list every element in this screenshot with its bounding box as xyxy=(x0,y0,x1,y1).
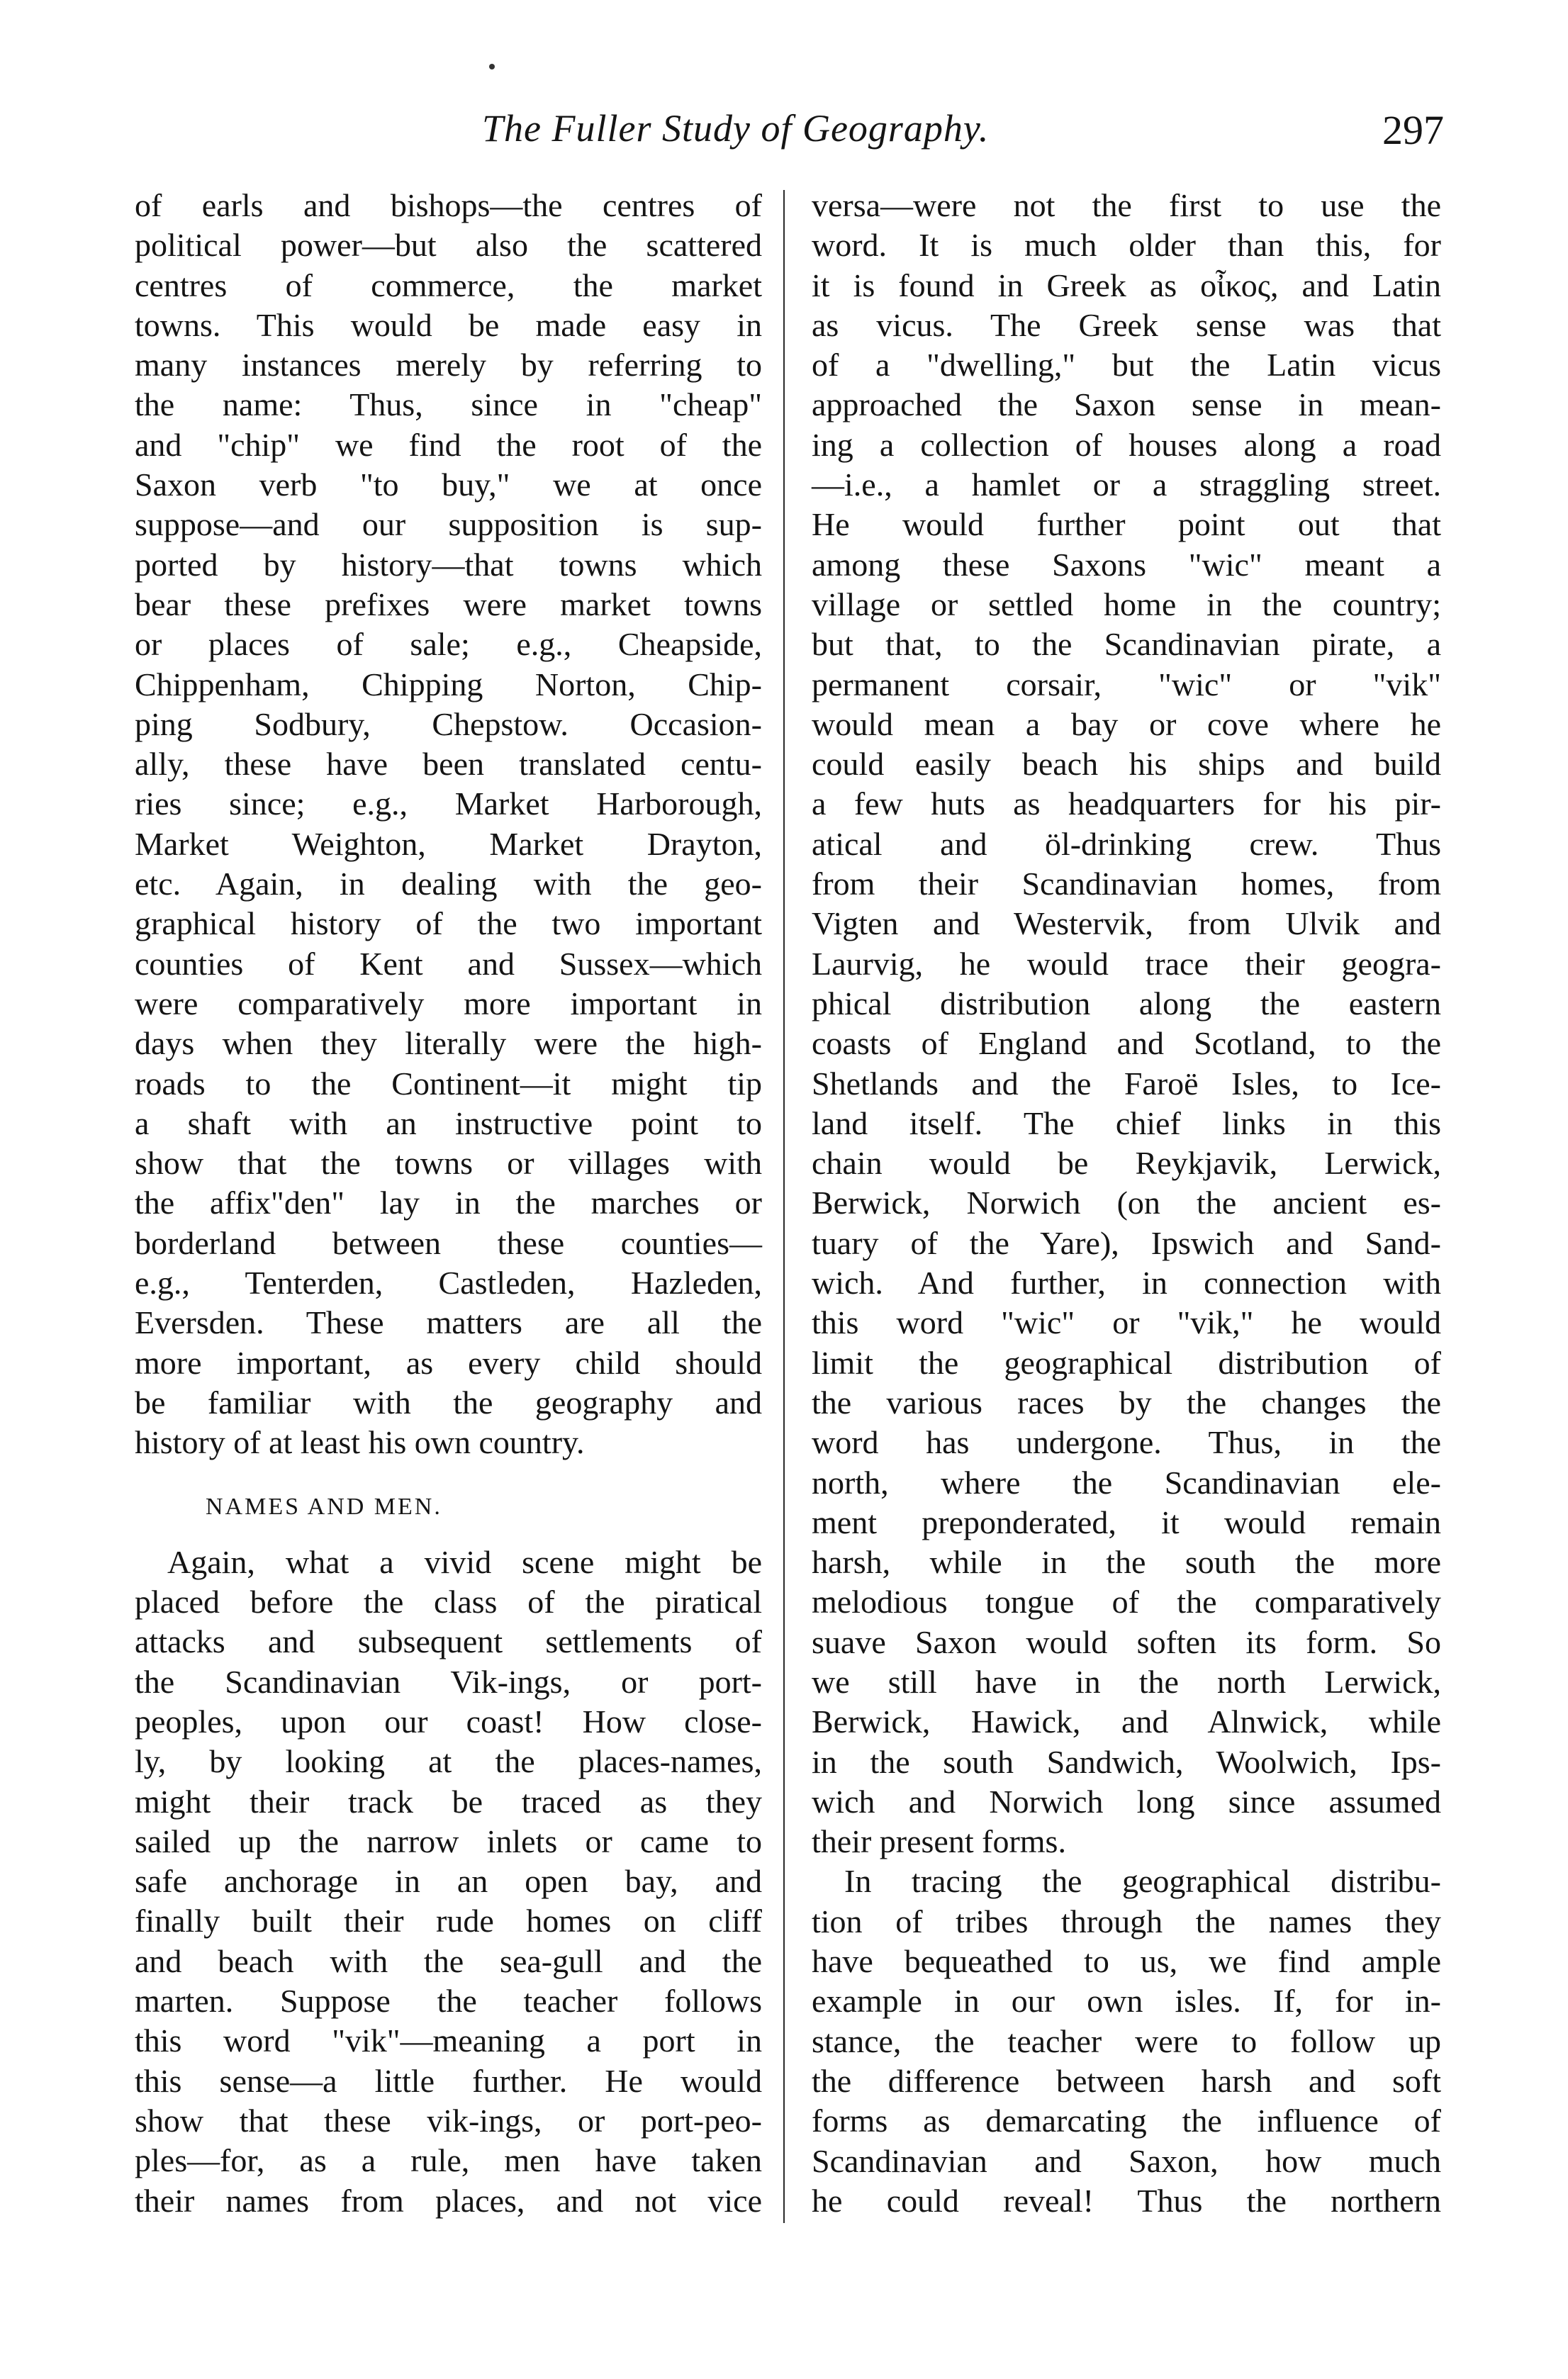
text-line: this sense—a little further. He would xyxy=(135,2062,762,2099)
column-divider xyxy=(783,190,785,2223)
text-line: limit the geographical distribution of xyxy=(812,1344,1441,1381)
text-line: Vigten and Westervik, from Ulvik and xyxy=(812,905,1441,942)
text-line: chain would be Reykjavik, Lerwick, xyxy=(812,1145,1441,1182)
text-line: ly, by looking at the places-names, xyxy=(135,1743,762,1780)
text-line: Scandinavian and Saxon, how much xyxy=(812,2142,1441,2179)
text-line: be familiar with the geography and xyxy=(135,1384,762,1421)
text-line: —i.e., a hamlet or a straggling street. xyxy=(812,466,1441,503)
text-line: versa—were not the first to use the xyxy=(812,187,1441,223)
text-line: Berwick, Hawick, and Alnwick, while xyxy=(812,1703,1441,1740)
text-line: placed before the class of the piratical xyxy=(135,1584,762,1620)
text-line: a shaft with an instructive point to xyxy=(135,1104,762,1141)
text-line: Saxon verb "to buy," we at once xyxy=(135,466,762,503)
text-line: the affix"den" lay in the marches or xyxy=(135,1185,762,1221)
text-line: he could reveal! Thus the northern xyxy=(812,2182,1441,2219)
text-line: ping Sodbury, Chepstow. Occasion- xyxy=(135,705,762,742)
text-line: ported by history—that towns which xyxy=(135,546,762,583)
text-line: land itself. The chief links in this xyxy=(812,1104,1441,1141)
running-title: The Fuller Study of Geography. xyxy=(482,107,990,150)
text-line: wich and Norwich long since assumed xyxy=(812,1783,1441,1820)
text-line: and beach with the sea-gull and the xyxy=(135,1942,762,1979)
text-line: the various races by the changes the xyxy=(812,1384,1441,1421)
text-line: would mean a bay or cove where he xyxy=(812,705,1441,742)
text-line: tuary of the Yare), Ipswich and Sand- xyxy=(812,1224,1441,1261)
text-line: word. It is much older than this, for xyxy=(812,227,1441,264)
ink-speck xyxy=(489,64,495,69)
text-line: or places of sale; e.g., Cheapside, xyxy=(135,626,762,663)
text-line: the Scandinavian Vik-ings, or port- xyxy=(135,1663,762,1700)
text-line: phical distribution along the eastern xyxy=(812,985,1441,1021)
text-line: many instances merely by referring to xyxy=(135,347,762,384)
text-line: might their track be traced as they xyxy=(135,1783,762,1820)
text-line: village or settled home in the country; xyxy=(812,586,1441,622)
text-line: north, where the Scandinavian ele- xyxy=(812,1464,1441,1501)
text-line: He would further point out that xyxy=(812,506,1441,543)
text-line: e.g., Tenterden, Castleden, Hazleden, xyxy=(135,1265,762,1302)
text-line: this word "vik"—meaning a port in xyxy=(135,2022,762,2059)
text-line: ing a collection of houses along a road xyxy=(812,426,1441,463)
text-line: of a "dwelling," but the Latin vicus xyxy=(812,347,1441,384)
text-line: in the south Sandwich, Woolwich, Ips- xyxy=(812,1743,1441,1780)
text-line: the name: Thus, since in "cheap" xyxy=(135,386,762,423)
right-paragraph-2 xyxy=(812,1862,1441,2221)
text-line: the difference between harsh and soft xyxy=(812,2062,1441,2099)
text-line: towns. This would be made easy in xyxy=(135,306,762,343)
text-line: etc. Again, in dealing with the geo- xyxy=(135,866,762,902)
text-line: we still have in the north Lerwick, xyxy=(812,1663,1441,1700)
text-line: their names from places, and not vice xyxy=(135,2182,762,2219)
text-line: stance, the teacher were to follow up xyxy=(812,2022,1441,2059)
text-line: harsh, while in the south the more xyxy=(812,1544,1441,1581)
left-paragraph-1 xyxy=(135,186,762,1463)
text-line: graphical history of the two important xyxy=(135,905,762,942)
left-paragraph-2 xyxy=(135,1543,762,2221)
text-line: marten. Suppose the teacher follows xyxy=(135,1983,762,2020)
text-line: bear these prefixes were market towns xyxy=(135,586,762,622)
text-line: attacks and subsequent settlements of xyxy=(135,1623,762,1660)
text-line: word has undergone. Thus, in the xyxy=(812,1424,1441,1461)
text-line: counties of Kent and Sussex—which xyxy=(135,945,762,982)
text-line: show that these vik-ings, or port-peo- xyxy=(135,2102,762,2139)
text-line: this word "wic" or "vik," he would xyxy=(812,1304,1441,1341)
left-column xyxy=(135,186,762,2221)
text-line: suave Saxon would soften its form. So xyxy=(812,1623,1441,1660)
text-line: Berwick, Norwich (on the ancient es- xyxy=(812,1185,1441,1221)
text-line: example in our own isles. If, for in- xyxy=(812,1983,1441,2020)
text-line: history of at least his own country. xyxy=(135,1424,585,1461)
text-line: forms as demarcating the influence of xyxy=(812,2103,1441,2139)
text-line: and "chip" we find the root of the xyxy=(135,426,762,463)
text-line: have bequeathed to us, we find ample xyxy=(812,1943,1441,1980)
text-line: ries since; e.g., Market Harborough, xyxy=(135,785,762,822)
text-line: Market Weighton, Market Drayton, xyxy=(135,825,762,862)
text-line: Again, what a vivid scene might be xyxy=(167,1543,762,1580)
text-line: roads to the Continent—it might tip xyxy=(135,1065,762,1102)
text-line: finally built their rude homes on cliff xyxy=(135,1903,762,1939)
text-line: In tracing the geographical distribu- xyxy=(844,1863,1441,1900)
right-paragraph-1 xyxy=(812,186,1441,1862)
text-line: ples—for, as a rule, men have taken xyxy=(135,2142,762,2179)
text-line: sailed up the narrow inlets or came to xyxy=(135,1823,762,1859)
text-line: among these Saxons "wic" meant a xyxy=(812,546,1441,583)
text-line: coasts of England and Scotland, to the xyxy=(812,1025,1441,1062)
text-line: show that the towns or villages with xyxy=(135,1145,762,1182)
text-line: from their Scandinavian homes, from xyxy=(812,866,1441,902)
text-line: atical and öl-drinking crew. Thus xyxy=(812,825,1441,862)
text-line: permanent corsair, "wic" or "vik" xyxy=(812,666,1441,702)
text-line: ally, these have been translated centu- xyxy=(135,746,762,783)
right-column xyxy=(812,186,1441,2221)
text-line: borderland between these counties— xyxy=(135,1224,762,1261)
text-line: of earls and bishops—the centres of xyxy=(135,187,762,223)
text-line: Chippenham, Chipping Norton, Chip- xyxy=(135,666,762,702)
text-line: their present forms. xyxy=(812,1823,1066,1860)
text-line: approached the Saxon sense in mean- xyxy=(812,386,1441,423)
text-line: were comparatively more important in xyxy=(135,985,762,1021)
text-line: days when they literally were the high- xyxy=(135,1025,762,1062)
text-line: Eversden. These matters are all the xyxy=(135,1304,762,1341)
page-number: 297 xyxy=(1382,107,1444,153)
text-line: tion of tribes through the names they xyxy=(812,1903,1441,1939)
text-line: ment preponderated, it would remain xyxy=(812,1504,1441,1540)
text-line: it is found in Greek as οἶκος, and Latin xyxy=(812,267,1441,303)
text-line: a few huts as headquarters for his pir- xyxy=(812,785,1441,822)
text-line: wich. And further, in connection with xyxy=(812,1265,1441,1302)
page-header xyxy=(0,106,1568,163)
text-line: suppose—and our supposition is sup- xyxy=(135,506,762,543)
text-line: more important, as every child should xyxy=(135,1344,762,1381)
text-line: safe anchorage in an open bay, and xyxy=(135,1863,762,1900)
text-line: political power—but also the scattered xyxy=(135,227,762,264)
section-heading: NAMES AND MEN. xyxy=(206,1493,442,1520)
text-line: but that, to the Scandinavian pirate, a xyxy=(812,626,1441,663)
text-line: Shetlands and the Faroë Isles, to Ice- xyxy=(812,1065,1441,1102)
text-line: melodious tongue of the comparatively xyxy=(812,1584,1441,1620)
text-line: as vicus. The Greek sense was that xyxy=(812,306,1441,343)
text-line: centres of commerce, the market xyxy=(135,267,762,303)
text-line: Laurvig, he would trace their geogra- xyxy=(812,945,1441,982)
text-line: could easily beach his ships and build xyxy=(812,746,1441,783)
text-line: peoples, upon our coast! How close- xyxy=(135,1703,762,1740)
